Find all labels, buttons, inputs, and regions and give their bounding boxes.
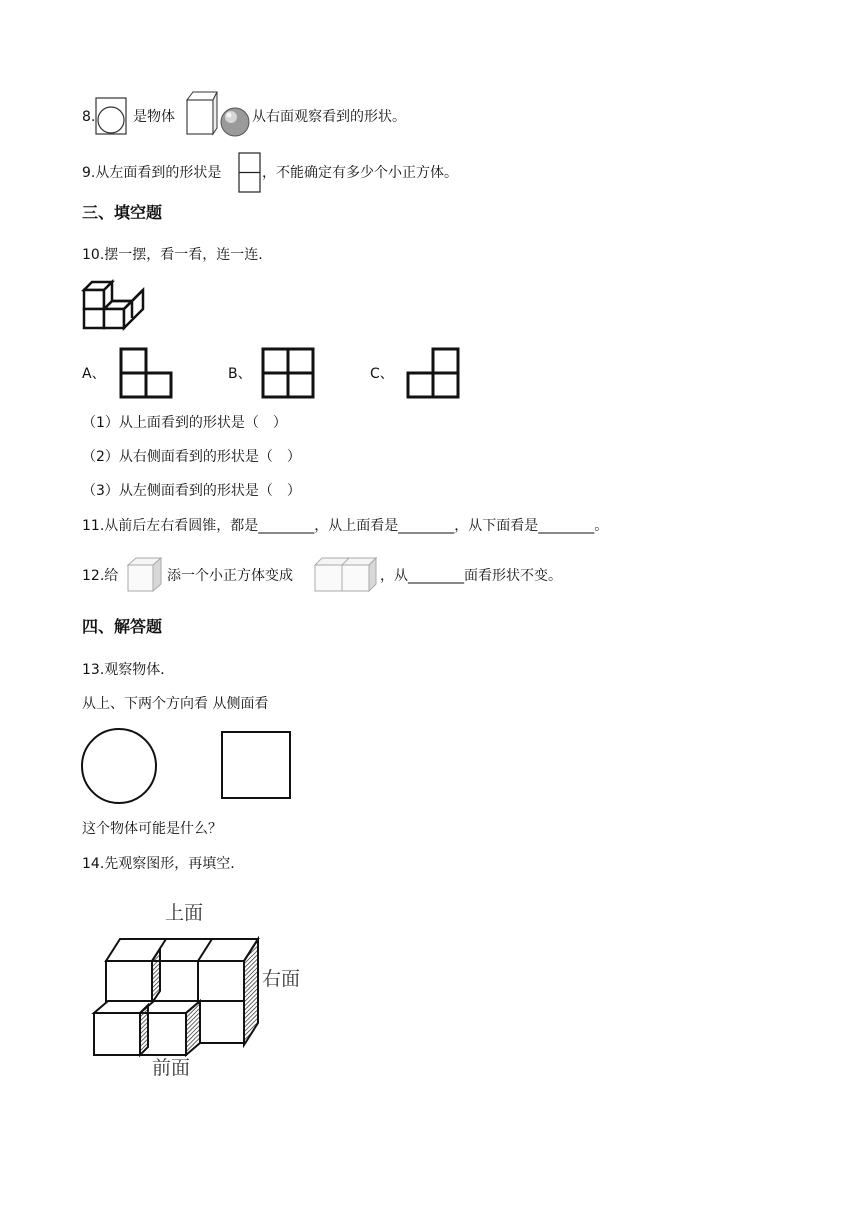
- q9-text-b: ，不能确定有多少个小正方体。: [262, 165, 458, 181]
- q14-label-front: 前面: [152, 1057, 191, 1079]
- q9-left-view-icon: [238, 152, 262, 194]
- q12-text-b: 添一个小正方体变成: [167, 568, 293, 584]
- section-3-title: 三、填空题: [82, 203, 163, 222]
- q8-text-a: 是物体: [133, 109, 175, 125]
- q14-cube-arrangement-figure: [90, 935, 262, 1057]
- q13-text: 13.观察物体.: [82, 662, 165, 678]
- q10-sub-question-3: （3）从左侧面看到的形状是（ ）: [82, 483, 301, 499]
- q10-option-a-label: A、: [82, 366, 106, 382]
- q10-text: 10.摆一摆，看一看，连一连.: [82, 247, 263, 263]
- q10-option-b-shape: [260, 346, 316, 400]
- section-4-title: 四、解答题: [82, 617, 163, 636]
- q13-square-view: [220, 730, 294, 802]
- q13-directions: 从上、下两个方向看 从侧面看: [82, 696, 269, 712]
- q10-option-b-label: B、: [228, 366, 252, 382]
- q12-single-cube-icon: [126, 556, 164, 594]
- q10-option-c-shape: [405, 346, 461, 400]
- q10-sub-question-1: （1）从上面看到的形状是（ ）: [82, 415, 287, 431]
- q9-text-a: 9.从左面看到的形状是: [82, 165, 222, 181]
- q12-text-a: 12.给: [82, 568, 119, 584]
- q8-box-and-ball-icon: [185, 88, 255, 138]
- q10-option-c-label: C、: [370, 366, 394, 382]
- q10-sub-question-2: （2）从右侧面看到的形状是（ ）: [82, 449, 301, 465]
- q8-side-view-icon: [95, 97, 127, 135]
- q14-label-top: 上面: [165, 902, 204, 924]
- q13-question: 这个物体可能是什么？: [82, 821, 222, 837]
- q10-option-a-shape: [118, 346, 174, 400]
- q11-text: 11.从前后左右看圆锥，都是________，从上面看是________，从下面看是________。: [82, 518, 609, 534]
- q13-circle-view: [80, 726, 160, 806]
- q8-text-b: 从右面观察看到的形状。: [252, 109, 406, 125]
- q10-cube-stack-figure: [82, 280, 146, 330]
- q12-text-c: ，从________面看形状不变。: [380, 568, 562, 584]
- q12-double-cube-icon: [313, 556, 379, 594]
- q14-text: 14.先观察图形，再填空.: [82, 856, 235, 872]
- q14-label-right: 右面: [262, 968, 301, 990]
- q8-number: 8.: [82, 109, 96, 125]
